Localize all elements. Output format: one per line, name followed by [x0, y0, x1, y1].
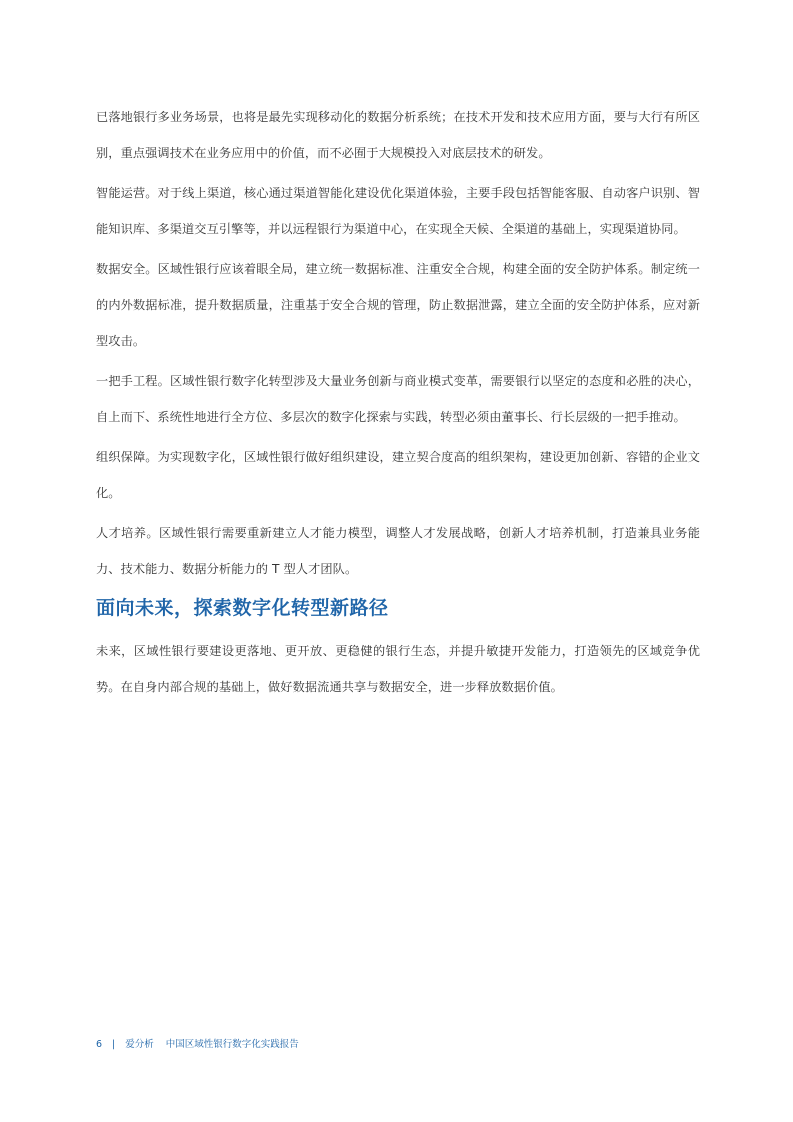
footer-brand: 爱分析: [125, 1039, 154, 1050]
paragraph-mobile-analytics: 已落地银行多业务场景，也将是最先实现移动化的数据分析系统；在技术开发和技术应用方面，要与大行有所区别，重点强调技术在业务应用中的价值，而不必囿于大规模投入对底层技术的研发。: [96, 110, 700, 160]
page-footer: [96, 1036, 299, 1050]
paragraph-top-leader-project: 一把手工程。区域性银行数字化转型涉及大量业务创新与商业模式变革，需要银行以坚定的态度和必胜的决心，自上而下、系统性地进行全方位、多层次的数字化探索与实践，转型必须由董事长、行长层级的一把手推动。: [96, 374, 700, 424]
main-content: [96, 99, 700, 709]
paragraph-organization: 组织保障。为实现数字化，区域性银行做好组织建设，建立契合度高的组织架构，建设更加创新、容错的企业文化。: [96, 450, 700, 500]
footer-separator: |: [112, 1039, 116, 1050]
footer-report-title: 中国区域性银行数字化实践报告: [165, 1039, 299, 1050]
page-number: 6: [96, 1039, 103, 1050]
section-heading: 面向未来，探索数字化转型新路径: [96, 597, 389, 619]
paragraph-smart-operations: 智能运营。对于线上渠道，核心通过渠道智能化建设优化渠道体验，主要手段包括智能客服、自动客户识别、智能知识库、多渠道交互引擎等，并以远程银行为渠道中心，在实现全天候、全渠道的基础上，实现渠道协同。: [96, 186, 700, 236]
paragraph-data-security: 数据安全。区域性银行应该着眼全局，建立统一数据标准、注重安全合规，构建全面的安全防护体系。制定统一的内外数据标准，提升数据质量，注重基于安全合规的管理，防止数据泄露，建立全面的安全防护体系，应对新型攻击。: [96, 262, 700, 348]
paragraph-talent: 人才培养。区域性银行需要重新建立人才能力模型，调整人才发展战略，创新人才培养机制，打造兼具业务能力、技术能力、数据分析能力的 T 型人才团队。: [96, 526, 700, 576]
paragraph-future: 未来，区域性银行要建设更落地、更开放、更稳健的银行生态，并提升敏捷开发能力，打造领先的区域竞争优势。在自身内部合规的基础上，做好数据流通共享与数据安全，进一步释放数据价值。: [96, 644, 700, 694]
